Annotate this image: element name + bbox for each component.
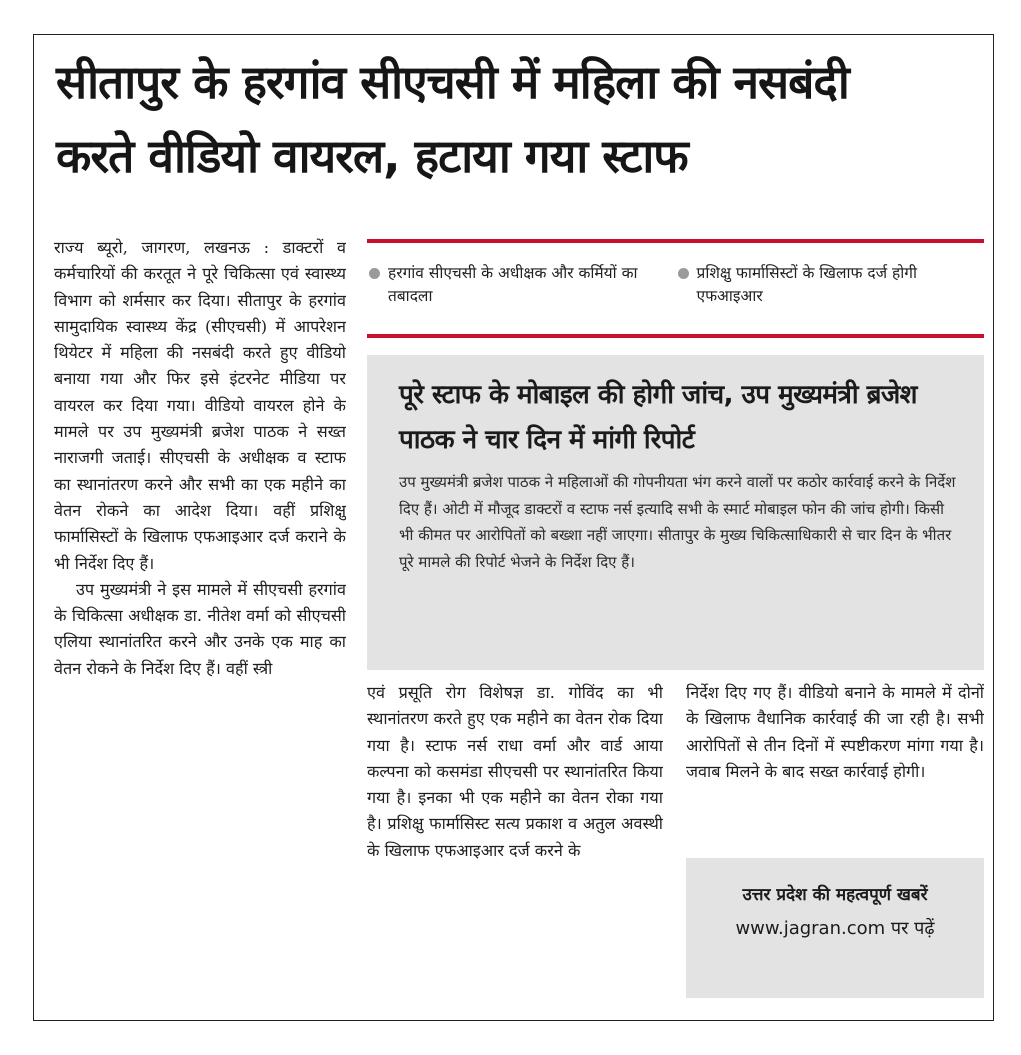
promo-link-text: www.jagran.com पर पढ़ें [735,918,935,939]
bullet-icon [369,268,380,279]
highlight-text: हरगांव सीएचसी के अधीक्षक और कर्मियों का तबादला [388,264,638,305]
headline-line-2: करते वीडियो वायरल, हटाया गया स्टाफ [56,129,688,183]
article-paragraph: राज्य ब्यूरो, जागरण, लखनऊ : डाक्टरों व कर्मचारियों की करतूत ने पूरे चिकित्सा एवं स्वास्थ्य विभाग को शर्मसार कर दिया। सीतापुर के हरगांव सामुदायिक स्वास्थ्य केंद्र (सीएचसी) में आपरेशन थियेटर में महिला की नसबंदी करते हुए वीडियो बनाया गया और फिर इसे इंटरनेट मीडिया पर वायरल कर दिया गया। वीडियो वायरल होने के मामले पर उप मुख्यमंत्री ब्रजेश पाठक ने सख्त नाराजगी जताई। सीएचसी के अधीक्षक व स्टाफ का स्थानांतरण करने और सभी का एक महीने का वेतन रोकने का आदेश दिया। वहीं प्रशिक्षु फार्मासिस्टों के खिलाफ एफआइआर दर्ज कराने के भी निर्देश दिए हैं। [54,238,346,573]
promo-box [686,858,984,998]
headline [56,45,986,193]
headline-line-1: सीतापुर के हरगांव सीएचसी में महिला की नसबंदी [56,55,849,109]
article-paragraph: निर्देश दिए गए हैं। वीडियो बनाने के मामले में दोनों के खिलाफ वैधानिक कार्रवाई की जा रही है। सभी आरोपितों से तीन दिनों में स्पष्टीकरण मांगा गया है। जवाब मिलने के बाद सख्त कार्रवाई होगी। [686,683,984,781]
highlight-text: प्रशिक्षु फार्मासिस्टों के खिलाफ दर्ज होगी एफआइआर [696,264,918,305]
highlight-item [367,258,676,334]
red-divider-bottom [367,334,984,338]
article-paragraph: एवं प्रसूति रोग विशेषज्ञ डा. गोविंद का भी स्थानांतरण करते हुए एक महीने का वेतन रोक दिया गया है। स्टाफ नर्स राधा वर्मा और वार्ड आया कल्पना को कसमंडा सीएचसी पर स्थानांतरित किया गया है। इनका भी एक महीने का वेतन रोका गया है। प्रशिक्षु फार्मासिस्ट सत्य प्रकाश व अतुल अवस्थी के खिलाफ एफआइआर दर्ज करने के [367,683,663,860]
highlight-item [676,258,985,334]
promo-title: उत्तर प्रदेश की महत्वपूर्ण खबरें [742,885,928,905]
highlight-box [367,355,984,670]
article-paragraph: उप मुख्यमंत्री ने इस मामले में सीएचसी हरगांव के चिकित्सा अधीक्षक डा. नीतेश वर्मा को सीएचसी एलिया स्थानांतरित करने और उनके एक माह का वेतन रोकने के निर्देश दिए हैं। वहीं स्त्री [54,579,346,678]
article-column-3 [686,680,984,850]
news-clipping [33,34,994,1021]
highlight-box-text: उप मुख्यमंत्री ब्रजेश पाठक ने महिलाओं की गोपनीयता भंग करने वालों पर कठोर कार्रवाई करने के निर्देश दिए हैं। ओटी में मौजूद डाक्टरों व स्टाफ नर्स इत्यादि सभी के स्मार्ट मोबाइल फोन की जांच होगी। किसी भी कीमत पर आरोपितों को बख्शा नहीं जाएगा। सीतापुर के मुख्य चिकित्साधिकारी से चार दिन के भीतर पूरे मामले की रिपोर्ट भेजने के निर्देश दिए हैं। [399,473,956,571]
red-divider-top [367,239,984,243]
article-column-1 [54,235,346,1015]
article-column-2 [367,680,663,1015]
highlights [367,258,984,334]
bullet-icon [678,268,689,279]
sub-headline: पूरे स्टाफ के मोबाइल की होगी जांच, उप मुख्यमंत्री ब्रजेश पाठक ने चार दिन में मांगी रिपोर्ट [399,380,917,455]
